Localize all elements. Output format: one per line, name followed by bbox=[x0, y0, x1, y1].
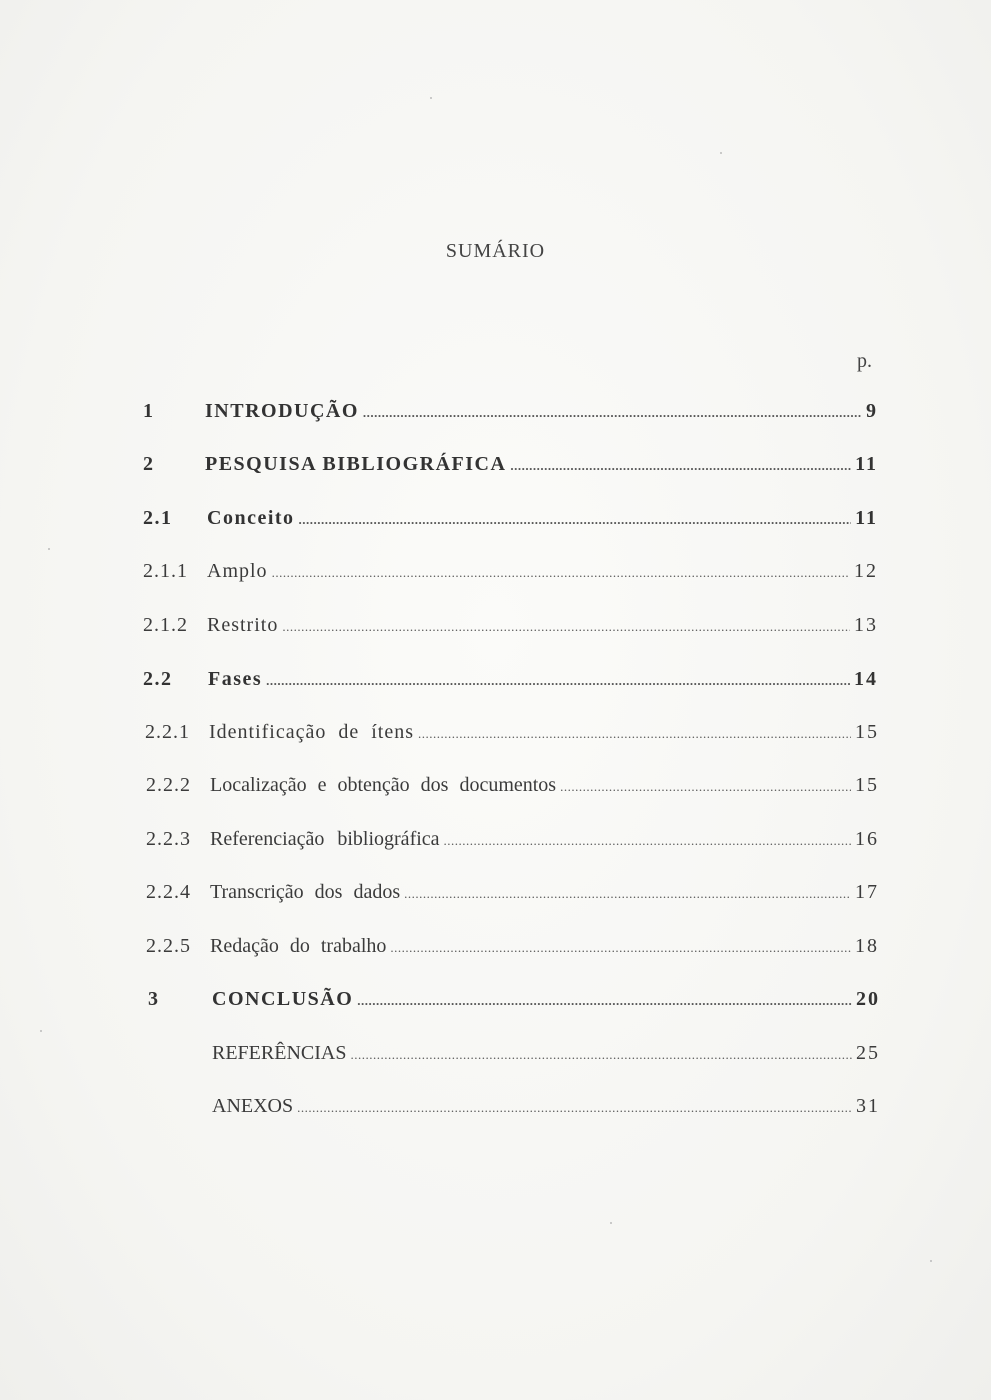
toc-entry-page: 11 bbox=[855, 507, 878, 529]
toc-entry-number: 2.1.2 bbox=[143, 614, 188, 636]
toc-leader-dots bbox=[282, 619, 850, 635]
toc-leader-dots bbox=[297, 1100, 852, 1116]
toc-entry-page: 9 bbox=[866, 400, 878, 422]
toc-entry-page: 11 bbox=[855, 453, 878, 475]
toc-entry-label: CONCLUSÃO bbox=[212, 988, 354, 1010]
scan-speck bbox=[40, 1030, 42, 1032]
toc-leader-dots bbox=[363, 405, 862, 421]
toc-entry-restrito[interactable] bbox=[143, 614, 878, 644]
toc-entry-label: Fases bbox=[208, 668, 263, 690]
toc-entry-page: 13 bbox=[854, 614, 878, 636]
toc-entry-referencias[interactable] bbox=[148, 1042, 880, 1072]
toc-entry-identificacao-de-itens[interactable] bbox=[145, 721, 879, 751]
toc-entry-page: 15 bbox=[855, 721, 879, 743]
toc-entry-page: 15 bbox=[855, 774, 879, 796]
toc-entry-anexos[interactable] bbox=[148, 1095, 880, 1125]
page-column-label: p. bbox=[857, 350, 872, 372]
toc-entry-label: REFERÊNCIAS bbox=[212, 1042, 347, 1064]
toc-leader-dots bbox=[404, 886, 851, 902]
toc-entry-page: 12 bbox=[854, 560, 878, 582]
toc-entry-number: 2.2.5 bbox=[146, 935, 191, 957]
toc-entry-transcricao-dos-dados[interactable] bbox=[146, 881, 879, 911]
scan-speck bbox=[720, 152, 722, 154]
toc-entry-page: 31 bbox=[856, 1095, 880, 1117]
toc-leader-dots bbox=[266, 673, 850, 689]
toc-entry-label: Identificação de ítens bbox=[209, 721, 415, 743]
toc-entry-label: Amplo bbox=[207, 560, 268, 582]
toc-entry-label: Restrito bbox=[207, 614, 279, 636]
toc-entry-fases[interactable] bbox=[143, 668, 878, 698]
toc-entry-redacao-do-trabalho[interactable] bbox=[146, 935, 879, 965]
toc-entry-label: Conceito bbox=[207, 507, 295, 529]
toc-leader-dots bbox=[299, 512, 852, 528]
scan-speck bbox=[930, 1260, 932, 1262]
toc-entry-number: 2.1 bbox=[143, 507, 173, 529]
toc-entry-label: Referenciação bibliográfica bbox=[210, 828, 440, 850]
toc-entry-number: 2.2.3 bbox=[146, 828, 191, 850]
toc-entry-conceito[interactable] bbox=[143, 507, 878, 537]
scan-speck bbox=[430, 97, 432, 99]
scan-speck bbox=[610, 1222, 612, 1224]
toc-entry-number: 2.2.1 bbox=[145, 721, 190, 743]
toc-entry-number: 2.1.1 bbox=[143, 560, 188, 582]
toc-entry-label: Transcrição dos dados bbox=[210, 881, 401, 903]
page-title: SUMÁRIO bbox=[445, 240, 546, 262]
toc-entry-number: 2.2.4 bbox=[146, 881, 191, 903]
toc-entry-page: 16 bbox=[855, 828, 879, 850]
toc-entry-amplo[interactable] bbox=[143, 560, 878, 590]
toc-leader-dots bbox=[390, 940, 851, 956]
toc-leader-dots bbox=[510, 458, 851, 474]
toc-entry-label: Redação do trabalho bbox=[210, 935, 387, 957]
toc-leader-dots bbox=[350, 1047, 852, 1063]
toc-leader-dots bbox=[272, 565, 850, 581]
toc-entry-pesquisa-bibliografica[interactable] bbox=[143, 453, 878, 483]
scan-speck bbox=[48, 548, 50, 550]
toc-entry-page: 14 bbox=[854, 668, 878, 690]
toc-entry-label: Localização e obtenção dos documentos bbox=[210, 774, 557, 796]
toc-entry-number: 3 bbox=[148, 988, 160, 1010]
toc-entry-page: 20 bbox=[856, 988, 880, 1010]
toc-entry-number: 2 bbox=[143, 453, 155, 475]
toc-entry-referenciacao-bibliografica[interactable] bbox=[146, 828, 879, 858]
toc-entry-label: PESQUISA BIBLIOGRÁFICA bbox=[205, 453, 507, 475]
toc-entry-localizacao-e-obtencao[interactable] bbox=[146, 774, 879, 804]
toc-leader-dots bbox=[357, 993, 852, 1009]
toc-leader-dots bbox=[560, 779, 851, 795]
toc-entry-page: 18 bbox=[855, 935, 879, 957]
toc-entry-number: 1 bbox=[143, 400, 155, 422]
toc-entry-page: 17 bbox=[855, 881, 879, 903]
toc-entry-label: INTRODUÇÃO bbox=[205, 400, 359, 422]
toc-entry-label: ANEXOS bbox=[212, 1095, 294, 1117]
toc-entry-introducao[interactable] bbox=[143, 400, 878, 430]
toc-entry-page: 25 bbox=[856, 1042, 880, 1064]
toc-leader-dots bbox=[444, 833, 851, 849]
toc-entry-conclusao[interactable] bbox=[148, 988, 880, 1018]
toc-leader-dots bbox=[418, 726, 851, 742]
toc-entry-number: 2.2.2 bbox=[146, 774, 191, 796]
toc-entry-number: 2.2 bbox=[143, 668, 173, 690]
